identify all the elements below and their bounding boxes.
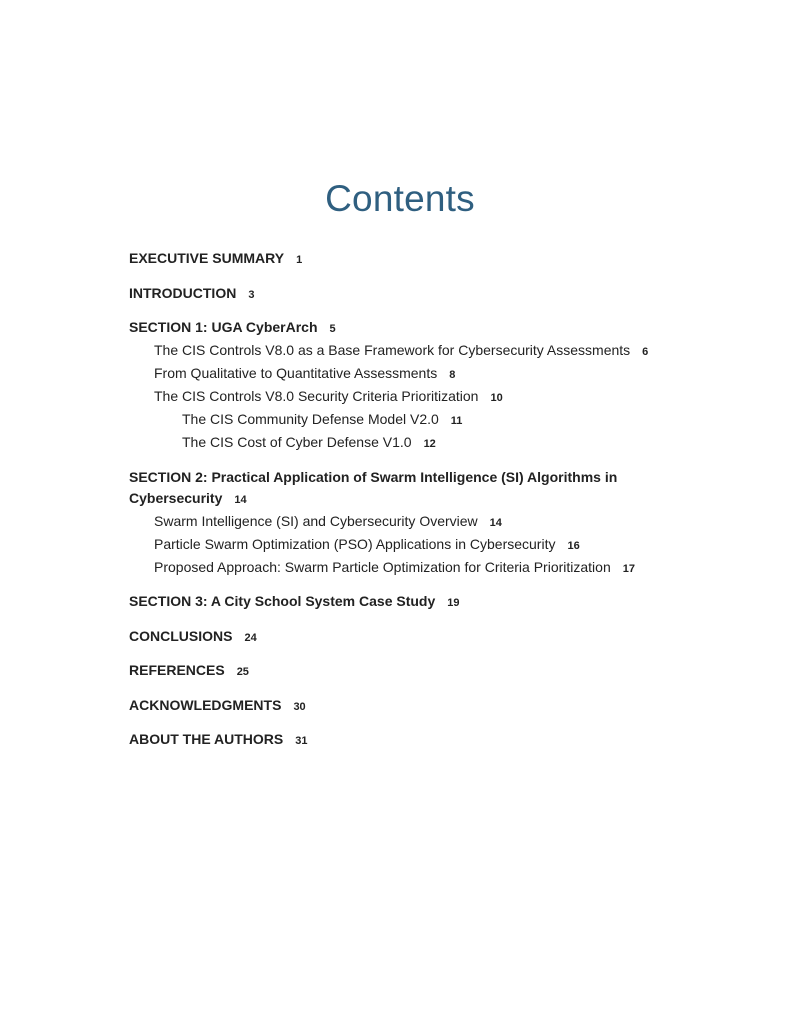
toc-entry-si-overview[interactable] (129, 511, 669, 534)
toc-entry-section-2[interactable] (129, 467, 669, 511)
toc-entry-label: SECTION 2: Practical Application of Swarm Intelligence (SI) Algorithms in Cybersecurity (129, 468, 618, 506)
toc-entry-label: INTRODUCTION (129, 284, 237, 301)
toc-entry-security-criteria-prioritization[interactable] (129, 386, 669, 409)
toc-entry-cis-controls-base-framework[interactable] (129, 340, 669, 363)
toc-entry-proposed-approach[interactable] (129, 557, 669, 580)
toc-entry-label: SECTION 3: A City School System Case Study (129, 593, 436, 609)
toc-entry-label: The CIS Controls V8.0 as a Base Framework for Cybersecurity Assessments (154, 342, 631, 358)
toc-entry-label: The CIS Cost of Cyber Defense V1.0 (182, 434, 412, 450)
toc-entry-label: EXECUTIVE SUMMARY (129, 250, 285, 266)
toc-entry-section-1[interactable] (129, 317, 669, 340)
toc-page-number: 11 (450, 415, 463, 427)
toc-entry-section-3[interactable] (129, 591, 669, 614)
page-title: Contents (325, 178, 475, 219)
toc-entry-label: Swarm Intelligence (SI) and Cybersecurity Overview (154, 512, 478, 529)
toc-entry-executive-summary[interactable] (129, 248, 669, 271)
toc-entry-conclusions[interactable] (129, 626, 669, 649)
toc-page-number: 10 (490, 392, 503, 404)
toc-entry-qualitative-to-quantitative[interactable] (129, 363, 669, 386)
toc-page-number: 25 (236, 666, 249, 678)
toc-entry-introduction[interactable] (129, 283, 669, 306)
toc-entry-cost-of-cyber-defense[interactable] (129, 432, 669, 455)
toc-entry-label: From Qualitative to Quantitative Assessments (154, 365, 438, 381)
toc-entry-label: Proposed Approach: Swarm Particle Optimization for Criteria Prioritization (154, 558, 611, 575)
toc-entry-label: SECTION 1: UGA CyberArch (129, 319, 318, 335)
toc-page-number: 3 (248, 288, 255, 301)
toc-entry-pso-applications[interactable] (129, 534, 669, 557)
toc-page-number: 31 (295, 735, 308, 747)
toc-page-number: 8 (449, 369, 456, 381)
toc-entry-label: ACKNOWLEDGMENTS (129, 696, 282, 713)
toc-page-number: 17 (622, 562, 635, 575)
toc-entry-about-the-authors[interactable] (129, 729, 669, 752)
table-of-contents (129, 248, 669, 752)
toc-entry-references[interactable] (129, 660, 669, 683)
toc-page-number: 1 (296, 254, 303, 266)
toc-page-number: 5 (329, 323, 336, 335)
toc-entry-acknowledgments[interactable] (129, 695, 669, 718)
toc-entry-label: Particle Swarm Optimization (PSO) Applications in Cybersecurity (154, 535, 556, 552)
toc-page-number: 14 (234, 493, 247, 506)
toc-page-number: 30 (293, 700, 306, 713)
toc-page-number: 6 (642, 346, 649, 358)
toc-entry-community-defense-model[interactable] (129, 409, 669, 432)
toc-entry-label: ABOUT THE AUTHORS (129, 731, 284, 747)
toc-page-number: 12 (423, 438, 436, 450)
toc-entry-label: CONCLUSIONS (129, 627, 233, 644)
toc-page-number: 14 (489, 516, 502, 529)
toc-page-number: 19 (447, 597, 460, 609)
toc-entry-label: REFERENCES (129, 662, 225, 678)
toc-page-number: 24 (244, 631, 257, 644)
toc-entry-label: The CIS Community Defense Model V2.0 (182, 411, 439, 427)
toc-entry-label: The CIS Controls V8.0 Security Criteria Prioritization (154, 388, 479, 404)
toc-page-number: 16 (567, 539, 580, 552)
